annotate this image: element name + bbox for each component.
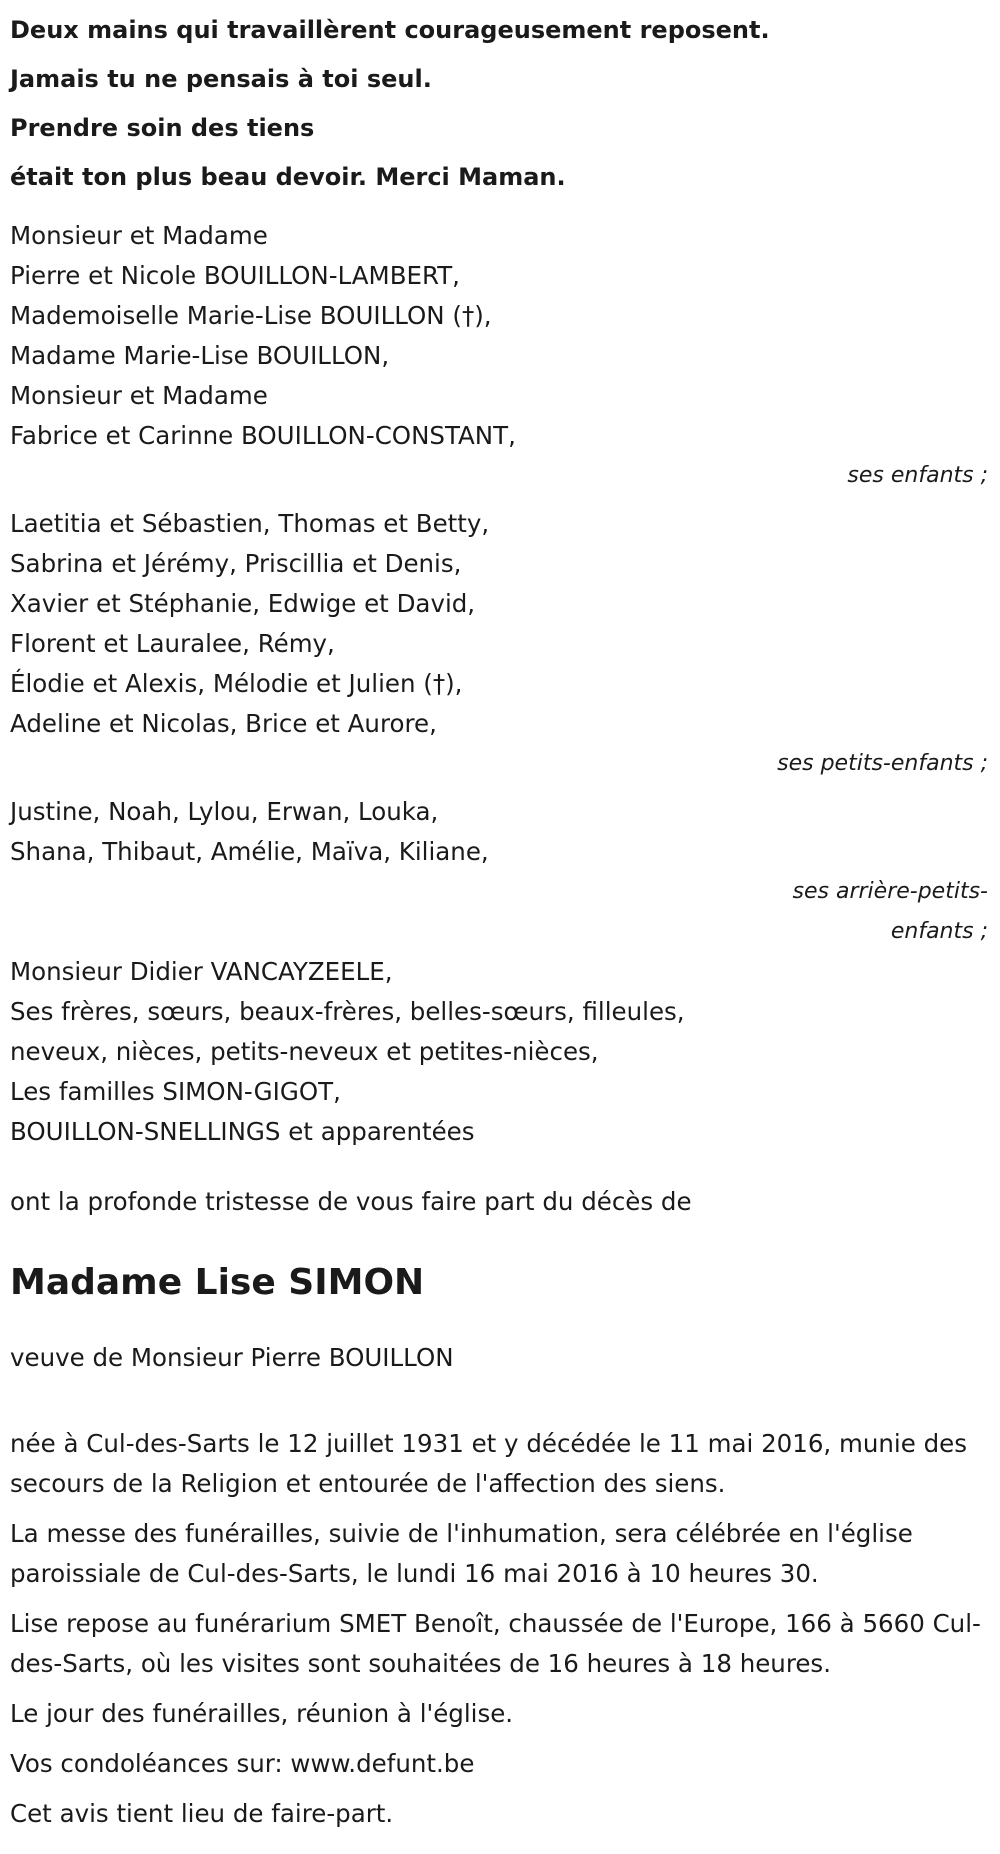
family-line: Ses frères, sœurs, beaux-frères, belles-sœurs, filleules, [10,997,685,1026]
family-line: Fabrice et Carinne BOUILLON-CONSTANT, [10,421,516,450]
deceased-name: Madame Lise SIMON [10,1262,425,1303]
family-line: Madame Marie-Lise BOUILLON, [10,341,390,370]
great-grandchildren-group [10,792,1000,952]
family-line: Monsieur Didier VANCAYZEELE, [10,957,393,986]
family-line: Sabrina et Jérémy, Priscillia et Denis, [10,549,462,578]
poem-line: Jamais tu ne pensais à toi seul. [10,65,432,93]
children-role: ses enfants ; [847,463,988,488]
great-grandchildren-role-line: enfants ; [890,919,988,944]
family-line: Shana, Thibaut, Amélie, Maïva, Kiliane, [10,837,489,866]
great-grandchildren-role-line: ses arrière-petits- [792,879,988,904]
family-line: Adeline et Nicolas, Brice et Aurore, [10,709,437,738]
detail-paragraph: Cet avis tient lieu de faire-part. [10,1799,394,1828]
others-group [10,952,1000,1152]
detail-paragraph: Vos condoléances sur: www.defunt.be [10,1749,475,1778]
family-line: neveux, nièces, petits-neveux et petites-nièces, [10,1037,599,1066]
detail-paragraph: Le jour des funérailles, réunion à l'église. [10,1699,514,1728]
family-line: Xavier et Stéphanie, Edwige et David, [10,589,476,618]
family-line: Florent et Lauralee, Rémy, [10,629,335,658]
grandchildren-group [10,504,1000,784]
announcement: ont la profonde tristesse de vous faire part du décès de [10,1187,692,1216]
family-line: Les familles SIMON-GIGOT, [10,1077,341,1106]
family-line: Laetitia et Sébastien, Thomas et Betty, [10,509,490,538]
widow-of: veuve de Monsieur Pierre BOUILLON [10,1343,454,1372]
poem-line: était ton plus beau devoir. Merci Maman. [10,163,566,191]
children-group [10,216,1000,496]
detail-paragraph: Lise repose au funérarium SMET Benoît, chaussée de l'Europe, 166 à 5660 Cul-des-Sarts, où les visites sont souhaitées de 16 heures à 18 heures. [10,1609,981,1678]
family-line: Pierre et Nicole BOUILLON-LAMBERT, [10,261,460,290]
poem-line: Prendre soin des tiens [10,114,315,142]
family-line: BOUILLON-SNELLINGS et apparentées [10,1117,475,1146]
family-line: Justine, Noah, Lylou, Erwan, Louka, [10,797,439,826]
family-line: Monsieur et Madame [10,381,268,410]
poem-line: Deux mains qui travaillèrent courageusement reposent. [10,16,770,44]
family-line: Élodie et Alexis, Mélodie et Julien (†), [10,669,463,698]
grandchildren-role: ses petits-enfants ; [777,751,988,776]
detail-paragraph: née à Cul-des-Sarts le 12 juillet 1931 et y décédée le 11 mai 2016, munie des secours de la Religion et entourée de l'affection des siens. [10,1429,967,1498]
family-line: Monsieur et Madame [10,221,268,250]
family-line: Mademoiselle Marie-Lise BOUILLON (†), [10,301,492,330]
poem [10,0,1000,202]
detail-paragraph: La messe des funérailles, suivie de l'inhumation, sera célébrée en l'église paroissiale de Cul-des-Sarts, le lundi 16 mai 2016 à 10 heures 30. [10,1519,913,1588]
great-grandchildren-role [758,872,1000,952]
